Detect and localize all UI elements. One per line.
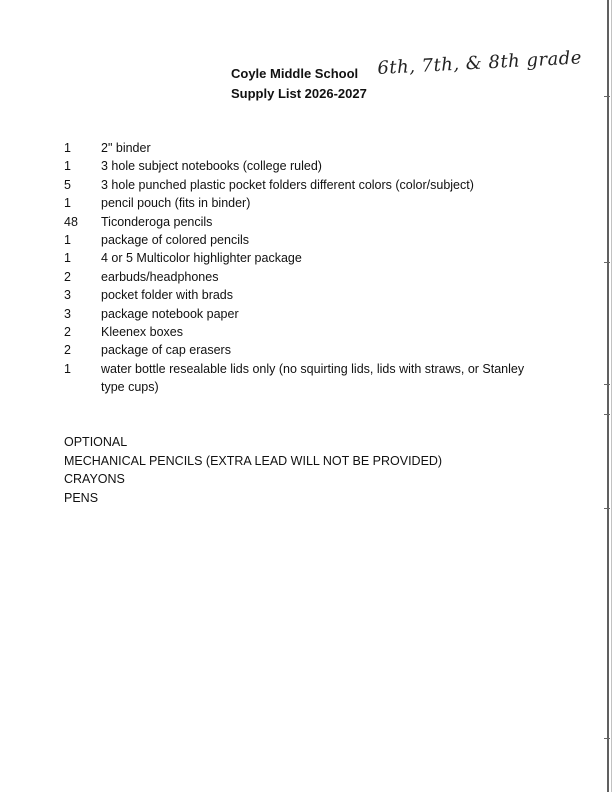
- scan-edge-mark: [604, 508, 610, 509]
- scan-edge-mark: [604, 738, 610, 739]
- supply-row: [64, 249, 544, 267]
- scan-edge-mark: [604, 384, 610, 385]
- handwritten-grade-note: 6th, 7th, & 8th grade: [376, 47, 583, 79]
- supply-quantity: 1: [64, 196, 71, 211]
- school-name: Coyle Middle School: [231, 66, 359, 81]
- supply-row: [64, 194, 544, 212]
- supply-quantity: 3: [64, 306, 71, 321]
- supply-quantity: 2: [64, 343, 71, 358]
- supply-item: 4 or 5 Multicolor highlighter package: [101, 251, 302, 266]
- supply-item: 3 hole punched plastic pocket folders different colors (color/subject): [101, 177, 474, 192]
- optional-item: CRAYONS: [64, 472, 125, 486]
- supply-quantity: 5: [64, 177, 71, 192]
- supply-item: Ticonderoga pencils: [101, 214, 213, 229]
- optional-item: PENS: [64, 490, 99, 505]
- supply-item: package of colored pencils: [101, 233, 250, 248]
- supply-item: water bottle resealable lids only (no squirting lids, lids with straws, or Stanley type cups): [101, 361, 525, 395]
- supply-quantity: 48: [64, 214, 78, 229]
- supply-item: pencil pouch (fits in binder): [101, 196, 251, 211]
- supply-row: [64, 176, 544, 194]
- supply-item: 2" binder: [101, 141, 151, 155]
- supply-row: [64, 341, 544, 359]
- supply-quantity: 2: [64, 269, 71, 284]
- scan-edge-line: [607, 0, 609, 792]
- supply-quantity: 1: [64, 159, 71, 174]
- supply-item: 3 hole subject notebooks (college ruled): [101, 159, 322, 174]
- supply-row: [64, 139, 544, 157]
- supply-row: [64, 213, 544, 231]
- supply-row: [64, 231, 544, 249]
- supply-list: [64, 139, 544, 397]
- supply-row: [64, 305, 544, 323]
- scan-edge-mark: [604, 414, 610, 415]
- supply-item: pocket folder with brads: [101, 288, 234, 303]
- supply-row: [64, 286, 544, 304]
- supply-quantity: 3: [64, 288, 71, 303]
- supply-item: Kleenex boxes: [101, 325, 184, 340]
- supply-item: package of cap erasers: [101, 343, 231, 358]
- supply-row: [64, 360, 544, 397]
- supply-row: [64, 157, 544, 175]
- optional-section: [64, 433, 442, 507]
- optional-item: MECHANICAL PENCILS (EXTRA LEAD WILL NOT BE PROVIDED): [64, 453, 443, 468]
- supply-quantity: 1: [64, 141, 71, 155]
- scan-edge-mark: [604, 96, 610, 97]
- scan-edge-mark: [604, 262, 610, 263]
- supply-item: earbuds/headphones: [101, 269, 219, 284]
- supply-list-title: Supply List 2026-2027: [231, 86, 367, 101]
- supply-quantity: 1: [64, 233, 71, 248]
- supply-quantity: 2: [64, 325, 71, 340]
- supply-row: [64, 323, 544, 341]
- supply-item: package notebook paper: [101, 306, 239, 321]
- supply-row: [64, 268, 544, 286]
- supply-quantity: 1: [64, 361, 71, 376]
- supply-quantity: 1: [64, 251, 71, 266]
- optional-heading: OPTIONAL: [64, 435, 128, 449]
